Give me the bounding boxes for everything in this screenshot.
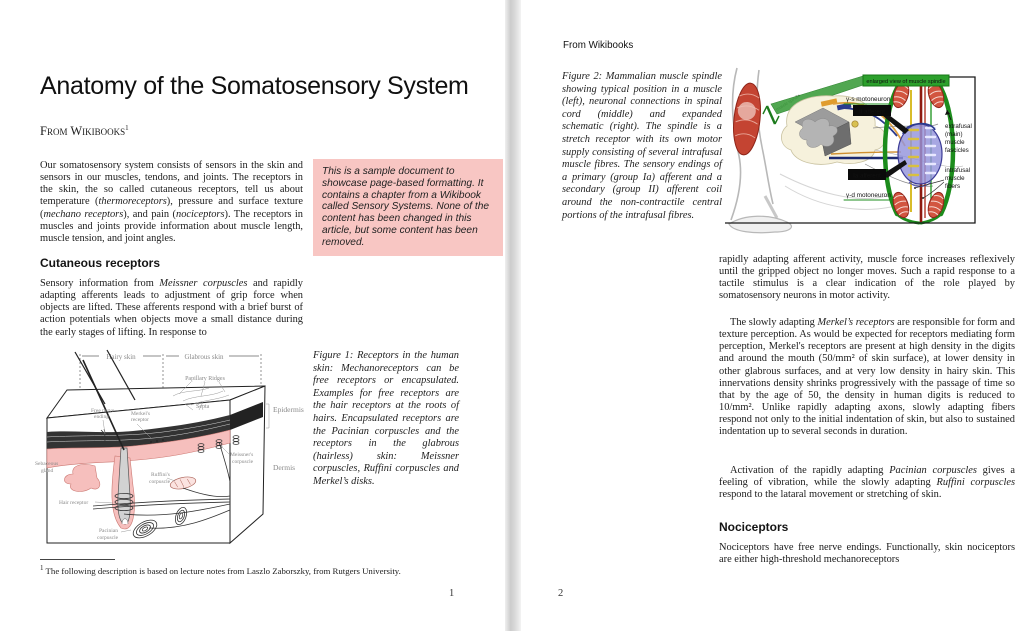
label-papillary-ridges: Papillary Ridges (185, 376, 225, 382)
byline-footnote-mark: 1 (125, 124, 129, 132)
figure2-caption: Figure 2: Mammalian muscle spindle showing typical position in a muscle (left), neuronal connections in spinal cord (middle) and expanded schematic (right). The spindle is a stretch receptor with its own motor supply consisting of several intrafusal muscle fibres. The sensory endings of a primary (group Ia) afferent and a secondary (group II) afferent coil around the non-contractile central portions of the intrafusal fibres. (562, 71, 722, 221)
label-intrafusal-1: intrafusal (945, 167, 971, 174)
label-ii-afferent: II afferent (858, 108, 886, 116)
label-extrafusal-4: fascicles (945, 147, 969, 154)
label-pacinian-1: Pacinian (99, 528, 118, 534)
footnote-rule (40, 559, 115, 560)
footnote-mark: 1 (40, 564, 44, 572)
page-2 (521, 0, 1024, 631)
document-title: Anatomy of the Somatosensory System (40, 72, 469, 100)
label-extrafusal-3: muscle (945, 139, 965, 146)
label-extrafusal-1: extrafusal (945, 123, 972, 130)
byline (40, 124, 129, 139)
figure2-muscle (730, 82, 763, 156)
figure1-skin-diagram (33, 346, 305, 558)
label-free-nerve-2: ending (94, 414, 109, 420)
label-gamma-s-motoneuron: γ-s motoneuron (846, 96, 891, 103)
sample-document-note: This is a sample document to showcase page-based formatting. It contains a chapter from a Wikibook called Sensory Systems. None of the content has been changed in this article, but some content has been removed. (313, 159, 503, 256)
label-ruffini-2: corpuscle (149, 479, 171, 485)
byline-text: From Wikibooks (40, 124, 126, 139)
paragraph-activation: Activation of the rapidly adapting Pacinian corpuscles gives a feeling of vibration, while the slowly adapting Ruffini corpuscles respond to the lataral movement or stretching of skin. (719, 465, 1015, 501)
section-heading-nociceptors: Nociceptors (719, 520, 789, 534)
label-glabrous-skin: Glabrous skin (184, 353, 224, 361)
page-gap (505, 0, 521, 631)
label-hair-receptor: Hair receptor (59, 500, 89, 506)
section-heading-cutaneous-receptors: Cutaneous receptors (40, 256, 161, 270)
paragraph-continuation: rapidly adapting afferent activity, muscle force increases reflexively until the gripped object no longer moves. Such a rapid response to a tactile stimulus is a clear indication of the role played by somatosensory neurons in motor activity. (719, 254, 1015, 302)
paragraph-nociceptors: Nociceptors have free nerve endings. Functionally, skin nociceptors are either high-threshold mechanoreceptors (719, 542, 1015, 566)
label-dermis: Dermis (273, 463, 296, 472)
label-gamma-d-motoneuron: γ-d motoneuron (846, 192, 891, 199)
page-number-2: 2 (558, 588, 564, 599)
label-pacinian-2: corpuscle (97, 535, 119, 541)
paragraph-intro: Our somatosensory system consists of sensors in the skin and sensors in our muscles, tendons, and joints. The receptors in the skin, the so called cutaneous receptors, tell us about temperature (thermoreceptors), pressure and surface texture (mechano receptors), and pain (nociceptors). The receptors in muscles and joints provide information about muscle length, muscle tension, and joint angles. (40, 160, 304, 244)
label-hairy-skin: Hairy skin (106, 353, 136, 361)
label-ia-afferent: Ia afferent (853, 172, 881, 180)
label-sebaceous-gland-1: Sebaceous (35, 461, 59, 467)
label-extrafusal-2: (main) (945, 131, 963, 138)
paragraph-sensory-information: Sensory information from Meissner corpuscles and rapidly adapting afferents leads to adjustment of grip force when objects are lifted. These afferents respond with a brief burst of action potentials when objects move a small distance during the early stages of lifting. In response to (40, 278, 303, 338)
figure1-caption: Figure 1: Receptors in the human skin: Mechanoreceptors can be free receptors or encapsulated. Examples for free receptors are the hair receptors at the roots of hairs. Encapsulated receptors are the Pacinian corpuscles and the receptors in the glabrous (hairless) skin: Meissner corpuscles, Ruffini corpuscles and Merkel’s disks. (313, 350, 459, 487)
label-meissner-1: Meissner's (230, 452, 254, 458)
footnote (40, 564, 480, 576)
label-intrafusal-2: muscle (945, 175, 965, 182)
label-epidermis: Epidermis (273, 405, 304, 414)
label-free-nerve-1: Free nerve (91, 408, 115, 414)
label-meissner-2: corpuscle (232, 459, 254, 465)
label-enlarged-view: enlarged view of muscle spindle (866, 79, 946, 85)
label-septa: Septa (196, 404, 210, 410)
label-intrafusal-3: fibers (945, 183, 961, 190)
paragraph-merkel: The slowly adapting Merkel’s receptors are responsible for form and texture perception. As would be expected for receptors mediating form perception, Merkel's receptors are present at high density in the digits and around the mouth (50/mm² of skin surface), at lower density in other glabrous surfaces, and at very low density in hairy skin. This innervations density shrinks progressively with the passage of time so that by the age of 50, the density in human digits is reduced to 10/mm². Unlike rapidly adapting axons, slowly adapting fibers respond not only to the initial indentation of skin, but also to sustained indentation up to several seconds in duration. (719, 317, 1015, 438)
footnote-text: The following description is based on lecture notes from Laszlo Zaborszky, from Rutgers University. (45, 565, 401, 576)
figure2-muscle-spindle-diagram (725, 64, 1015, 240)
label-ruffini-1: Ruffini's (151, 472, 170, 478)
label-merkel-1: Merkel's (131, 411, 151, 417)
page-1 (0, 0, 505, 631)
running-header: From Wikibooks (563, 40, 634, 51)
label-merkel-2: receptor (131, 417, 150, 423)
page-number-1: 1 (449, 588, 455, 599)
label-sebaceous-gland-2: gland (41, 468, 54, 474)
